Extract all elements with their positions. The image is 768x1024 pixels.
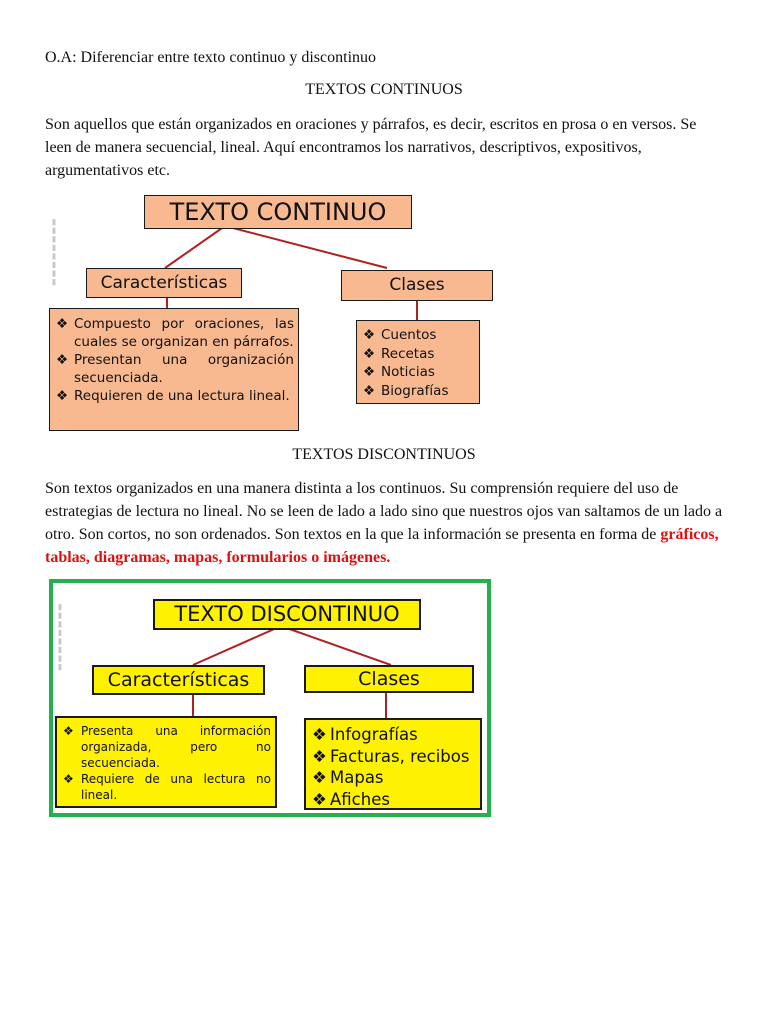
diamond-bullet-icon: ❖ — [63, 772, 74, 786]
connector-line — [193, 626, 281, 665]
paragraph-continuous: Son aquellos que están organizados en oraciones y párrafos, es decir, escritos en prosa o en versos. Se leen de manera secuencial, lineal. Aquí encontramos los narrativos, descriptivos, expositivos, argumentativos etc. — [45, 116, 697, 179]
watermark: ▬▬▬▬▬▬▬▬ — [55, 602, 64, 671]
list-item — [310, 724, 476, 746]
list-item-text: Infografías — [330, 725, 418, 744]
characteristics-list — [54, 315, 294, 405]
list-item — [310, 789, 476, 811]
characteristics-label-box: Características — [86, 268, 242, 298]
classes-list-box — [304, 718, 482, 810]
diamond-bullet-icon: ❖ — [56, 316, 69, 332]
diagram-title-box: TEXTO DISCONTINUO — [153, 599, 421, 630]
classes-list-box — [356, 320, 480, 404]
list-item-text: Compuesto por oraciones, las cuales se organizan en párrafos. — [74, 316, 294, 350]
list-item-text: Presentan una organización secuenciada. — [74, 352, 294, 386]
list-item-text: Recetas — [381, 345, 435, 362]
connector-line — [281, 626, 391, 665]
highlighted-text: gráficos, tablas, diagramas, mapas, formularios o imágenes. — [45, 526, 719, 566]
list-item — [361, 326, 475, 345]
classes-list — [310, 724, 476, 810]
classes-label-box: Clases — [304, 665, 474, 693]
diamond-bullet-icon: ❖ — [56, 388, 69, 404]
diamond-bullet-icon: ❖ — [363, 364, 376, 380]
connector-line — [165, 226, 225, 268]
diamond-bullet-icon: ❖ — [363, 345, 376, 362]
list-item-text: Requieren de una lectura lineal. — [74, 388, 290, 404]
list-item — [310, 767, 476, 789]
list-item-text: Presenta una información organizada, pero no secuenciada. — [81, 724, 271, 770]
watermark: ▬▬▬▬▬▬▬▬ — [49, 217, 58, 286]
characteristics-list-box — [49, 308, 299, 431]
classes-label-box: Clases — [341, 270, 493, 301]
diagram-continuous — [47, 190, 511, 433]
section-heading-continuous: TEXTOS CONTINUOS — [305, 81, 463, 98]
list-item — [54, 351, 294, 387]
diagram-title-box: TEXTO CONTINUO — [144, 195, 412, 229]
diamond-bullet-icon: ❖ — [312, 789, 327, 809]
diamond-bullet-icon: ❖ — [312, 746, 327, 766]
list-item — [54, 315, 294, 351]
diamond-bullet-icon: ❖ — [63, 724, 74, 738]
list-item-text: Requiere de una lectura no lineal. — [81, 772, 271, 802]
characteristics-label-box: Características — [92, 665, 265, 695]
diagram-discontinuous — [49, 579, 491, 817]
list-item — [361, 382, 475, 401]
list-item-text: Cuentos — [381, 327, 437, 343]
classes-list — [361, 326, 475, 400]
list-item — [361, 345, 475, 364]
list-item-text: Biografías — [381, 382, 449, 399]
objective-text: O.A: Diferenciar entre texto continuo y discontinuo — [45, 49, 377, 66]
diamond-bullet-icon: ❖ — [56, 352, 69, 368]
characteristics-list — [61, 723, 271, 803]
paragraph-discontinuous — [45, 477, 725, 569]
list-item — [61, 771, 271, 803]
paragraph-text: Son textos organizados en una manera distinta a los continuos. Su comprensión requiere del uso de estrategias de lectura no lineal. No se leen de lado a lado sino que nuestros ojos van saltamos de un lado a otro. Son cortos, no son ordenados. Son textos en la que la información se presenta en forma de — [45, 480, 723, 543]
diamond-bullet-icon: ❖ — [312, 725, 327, 744]
connector-line — [225, 226, 387, 268]
list-item — [361, 363, 475, 382]
list-item-text: Noticias — [381, 364, 435, 380]
diamond-bullet-icon: ❖ — [312, 768, 327, 787]
list-item-text: Mapas — [330, 768, 384, 787]
list-item-text: Facturas, recibos — [330, 746, 470, 766]
list-item-text: Afiches — [330, 789, 390, 809]
section-heading-discontinuous: TEXTOS DISCONTINUOS — [292, 446, 476, 463]
characteristics-list-box — [55, 716, 277, 808]
list-item — [61, 723, 271, 771]
diamond-bullet-icon: ❖ — [363, 382, 376, 399]
list-item — [310, 746, 476, 768]
diamond-bullet-icon: ❖ — [363, 327, 376, 343]
list-item — [54, 387, 294, 405]
